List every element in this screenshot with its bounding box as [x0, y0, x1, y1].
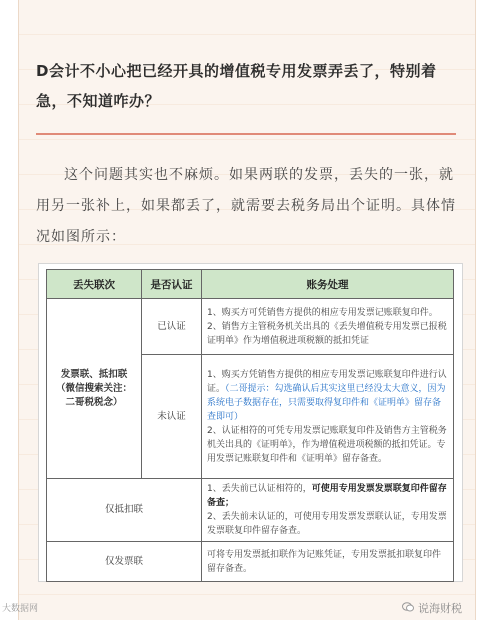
- invoice-loss-table: [46, 269, 454, 582]
- uncertified-text-part2: 2、认证相符的可凭专用发票记账联复印件及销售方主管税务机关出具的《证明单》，作为增值税进项税额的抵扣凭证。专用发票记账联复印件和《证明单》留存备查。: [207, 425, 447, 464]
- uncertified-text-part1: 1、购买方凭销售方提供的相应专用发票记账联复印件进行认证。: [207, 369, 447, 394]
- wechat-logo-icon: [402, 602, 414, 612]
- lost-invoice-only-cell: 仅发票联: [47, 542, 202, 582]
- certified-status-no: 未认证: [142, 355, 202, 479]
- header-lost-copy: 丢失联次: [47, 270, 142, 299]
- section-divider: [36, 133, 456, 135]
- table-header-row: [47, 270, 454, 299]
- header-accounting: 账务处理: [202, 270, 454, 299]
- deduction-text-bold: 可使用专用发票发票联复印件留存备查；: [207, 484, 447, 508]
- table-row: [47, 479, 454, 542]
- question-title: D会计不小心把已经开具的增值税专用发票弄丢了，特别着急，不知道咋办？: [36, 62, 437, 110]
- deduction-text-part1: 1、丢失前已认证相符的，: [207, 484, 312, 494]
- uncertified-handling-cell: [202, 355, 454, 479]
- deduction-text-part2: 2、丢失前未认证的，可使用专用发票发票联认证，专用发票发票联复印件留存备查。: [207, 512, 447, 536]
- watermark-right: 说海财税: [418, 602, 462, 615]
- deduction-handling-cell: [202, 479, 454, 542]
- table-row: [47, 542, 454, 582]
- watermark-left: 大数据网: [2, 604, 39, 614]
- certified-status-yes: 已认证: [142, 299, 202, 355]
- answer-paragraph: 这个问题其实也不麻烦。如果两联的发票，丢失的一张，就用另一张补上，如果都丢了，就需要去税务局出个证明。具体情况如图所示：: [36, 167, 456, 245]
- header-certified: 是否认证: [142, 270, 202, 299]
- invoice-only-handling-text: 可将专用发票抵扣联作为记账凭证，专用发票抵扣联复印件留存备查。: [202, 542, 454, 582]
- lost-deduction-only-cell: 仅抵扣联: [47, 479, 202, 542]
- lost-copy-both-cell: 发票联、抵扣联（微信搜索关注：二哥税税念）: [47, 299, 142, 479]
- table-row: [47, 299, 454, 355]
- certified-handling-text: 1、购买方可凭销售方提供的相应专用发票记账联复印件。 2、销售方主管税务机关出具的《丢失增值税专用发票已报税证明单》作为增值税进项税额的抵扣凭证: [202, 299, 454, 355]
- uncertified-blue-note: （二哥提示：勾选确认后其实这里已经没太大意义，因为系统电子数据存在，只需要取得复印件和《证明单》留存备查即可）: [207, 383, 446, 422]
- invoice-loss-table-image: [38, 263, 463, 582]
